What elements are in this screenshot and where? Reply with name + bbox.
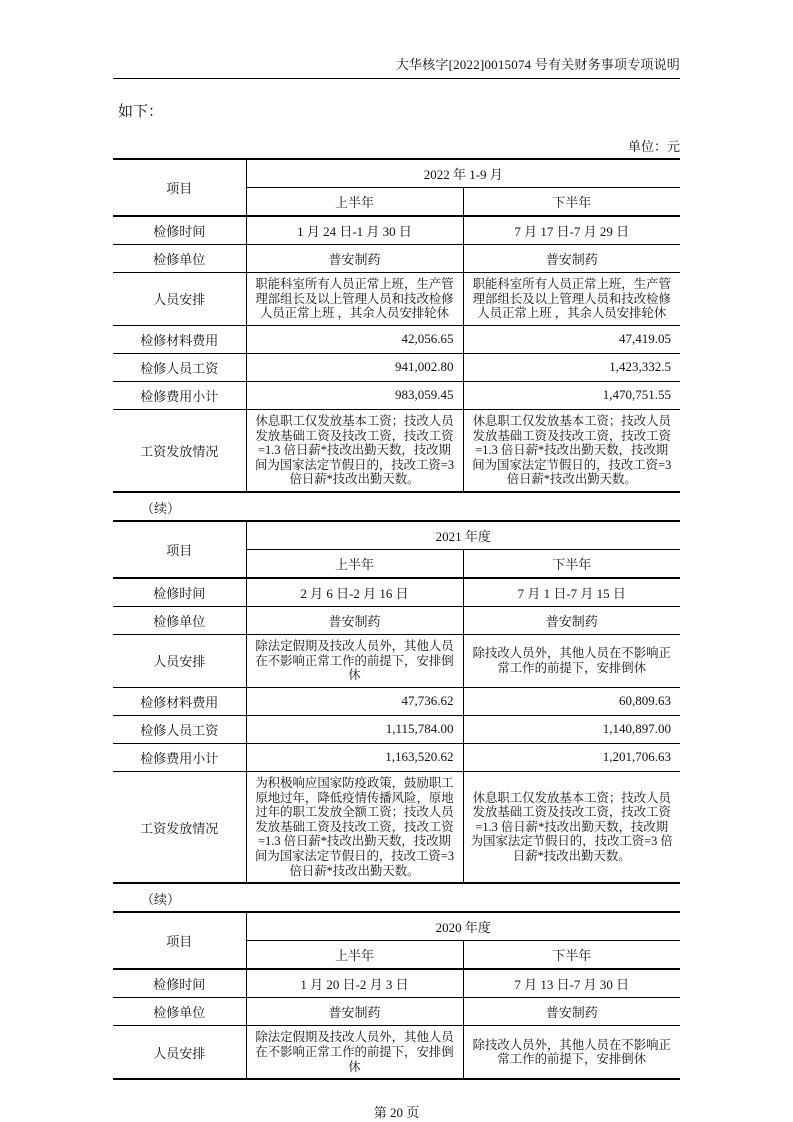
row-label: 检修时间 (113, 216, 246, 245)
first-half-cell: 休息职工仅发放基本工资；技改人员发放基础工资及技改工资，技改工资=1.3 倍日薪*技改出勤天数，技改期间为国家法定节假日的，技改工资=3 倍日薪*技改出勤天数。 (246, 409, 463, 492)
first-half-cell: 除法定假期及技改人员外，其他人员在不影响正常工作的前提下，安排倒休 (246, 635, 463, 688)
row-label: 工资发放情况 (113, 771, 246, 883)
second-half-cell: 1,470,751.55 (463, 381, 680, 409)
second-half-cell: 47,419.05 (463, 325, 680, 353)
row-label: 检修单位 (113, 607, 246, 635)
second-half-cell: 休息职工仅发放基本工资；技改人员发放基础工资及技改工资，技改工资=1.3 倍日薪*技改出勤天数，技改期间为国家法定节假日的，技改工资=3 倍日薪*技改出勤天数。 (463, 409, 680, 492)
row-label: 人员安排 (113, 635, 246, 688)
item-column-header: 项目 (113, 912, 246, 969)
row-label: 检修时间 (113, 969, 246, 998)
second-half-cell: 职能科室所有人员正常上班，生产管理部组长及以上管理人员和技改检修人员正常上班 ，其余人员安排轮休 (463, 273, 680, 326)
first-half-cell: 普安制药 (246, 245, 463, 273)
maintenance-table-2 (113, 911, 680, 1080)
table-row (113, 969, 680, 998)
first-half-cell: 职能科室所有人员正常上班，生产管理部组长及以上管理人员和技改检修人员正常上班 ，其余人员安排轮休 (246, 273, 463, 326)
second-half-cell: 除技改人员外，其他人员在不影响正常工作的前提下，安排倒休 (463, 635, 680, 688)
period-header: 2021 年度 (246, 521, 680, 550)
period-header: 2022 年 1-9 月 (246, 159, 680, 188)
continued-label: （续） (141, 892, 181, 908)
row-label: 检修时间 (113, 578, 246, 607)
table-row (113, 381, 680, 409)
table-row (113, 1026, 680, 1079)
second-half-header: 下半年 (463, 188, 680, 217)
table-row (113, 216, 680, 245)
second-half-cell: 普安制药 (463, 245, 680, 273)
item-column-header: 项目 (113, 159, 246, 216)
row-label: 检修人员工资 (113, 353, 246, 381)
row-label: 检修费用小计 (113, 381, 246, 409)
first-half-cell: 普安制药 (246, 998, 463, 1026)
first-half-cell: 除法定假期及技改人员外，其他人员在不影响正常工作的前提下，安排倒休 (246, 1026, 463, 1079)
second-half-cell: 7 月 1 日-7 月 15 日 (463, 578, 680, 607)
row-label: 检修费用小计 (113, 743, 246, 771)
doc-header (113, 54, 680, 79)
period-header: 2020 年度 (246, 912, 680, 941)
second-half-cell: 1,423,332.5 (463, 353, 680, 381)
item-column-header: 项目 (113, 521, 246, 578)
page-number: 第 20 页 (373, 1105, 420, 1121)
second-half-header: 下半年 (463, 550, 680, 579)
table-row (113, 273, 680, 326)
continued-label: （续） (141, 501, 181, 516)
first-half-cell: 1 月 20 日-2 月 3 日 (246, 969, 463, 998)
row-label: 检修单位 (113, 998, 246, 1026)
maintenance-table-1 (113, 520, 680, 884)
row-label: 检修人员工资 (113, 715, 246, 743)
maintenance-table-0 (113, 158, 680, 493)
first-half-cell: 941,002.80 (246, 353, 463, 381)
first-half-header: 上半年 (246, 941, 463, 970)
second-half-cell: 7 月 13 日-7 月 30 日 (463, 969, 680, 998)
table-row (113, 687, 680, 715)
first-half-cell: 普安制药 (246, 607, 463, 635)
table-row (113, 409, 680, 492)
tables-container (113, 158, 680, 1080)
first-half-cell: 983,059.45 (246, 381, 463, 409)
row-label: 检修材料费用 (113, 325, 246, 353)
first-half-cell: 42,056.65 (246, 325, 463, 353)
second-half-cell: 除技改人员外，其他人员在不影响正常工作的前提下，安排倒休 (463, 1026, 680, 1079)
unit-label: 单位：元 (627, 139, 680, 154)
first-half-cell: 1,115,784.00 (246, 715, 463, 743)
row-label: 人员安排 (113, 1026, 246, 1079)
table-section-2 (113, 889, 680, 1080)
table-section-1 (113, 498, 680, 884)
second-half-cell: 7 月 17 日-7 月 29 日 (463, 216, 680, 245)
first-half-cell: 47,736.62 (246, 687, 463, 715)
table-row (113, 743, 680, 771)
row-label: 检修材料费用 (113, 687, 246, 715)
first-half-cell: 2 月 6 日-2 月 16 日 (246, 578, 463, 607)
table-row (113, 998, 680, 1026)
doc-header-title: 大华核字[2022]0015074 号有关财务事项专项说明 (395, 57, 680, 72)
table-row (113, 578, 680, 607)
second-half-cell: 休息职工仅发放基本工资；技改人员发放基础工资及技改工资，技改工资=1.3 倍日薪*技改出勤天数，技改期为国家法定节假日的，技改工资=3 倍日薪*技改出勤天数。 (463, 771, 680, 883)
second-half-cell: 1,201,706.63 (463, 743, 680, 771)
table-section-0 (113, 158, 680, 493)
second-half-cell: 普安制药 (463, 998, 680, 1026)
second-half-cell: 1,140,897.00 (463, 715, 680, 743)
table-row (113, 607, 680, 635)
first-half-cell: 为积极响应国家防疫政策，鼓励职工原地过年，降低疫情传播风险，原地过年的职工发放全额工资；技改人员发放基础工资及技改工资，技改工资=1.3 倍日薪*技改出勤天数，技改期间为国家法定节假日的，技改工资=3 倍日薪*技改出勤天数。 (246, 771, 463, 883)
second-half-cell: 60,809.63 (463, 687, 680, 715)
table-row (113, 325, 680, 353)
row-label: 工资发放情况 (113, 409, 246, 492)
row-label: 人员安排 (113, 273, 246, 326)
first-half-cell: 1,163,520.62 (246, 743, 463, 771)
table-row (113, 771, 680, 883)
first-half-header: 上半年 (246, 550, 463, 579)
table-row (113, 245, 680, 273)
row-label: 检修单位 (113, 245, 246, 273)
intro-text: 如下： (118, 104, 164, 120)
second-half-cell: 普安制药 (463, 607, 680, 635)
first-half-cell: 1 月 24 日-1 月 30 日 (246, 216, 463, 245)
table-row (113, 715, 680, 743)
table-row (113, 635, 680, 688)
first-half-header: 上半年 (246, 188, 463, 217)
second-half-header: 下半年 (463, 941, 680, 970)
document-page (0, 54, 793, 1122)
table-row (113, 353, 680, 381)
